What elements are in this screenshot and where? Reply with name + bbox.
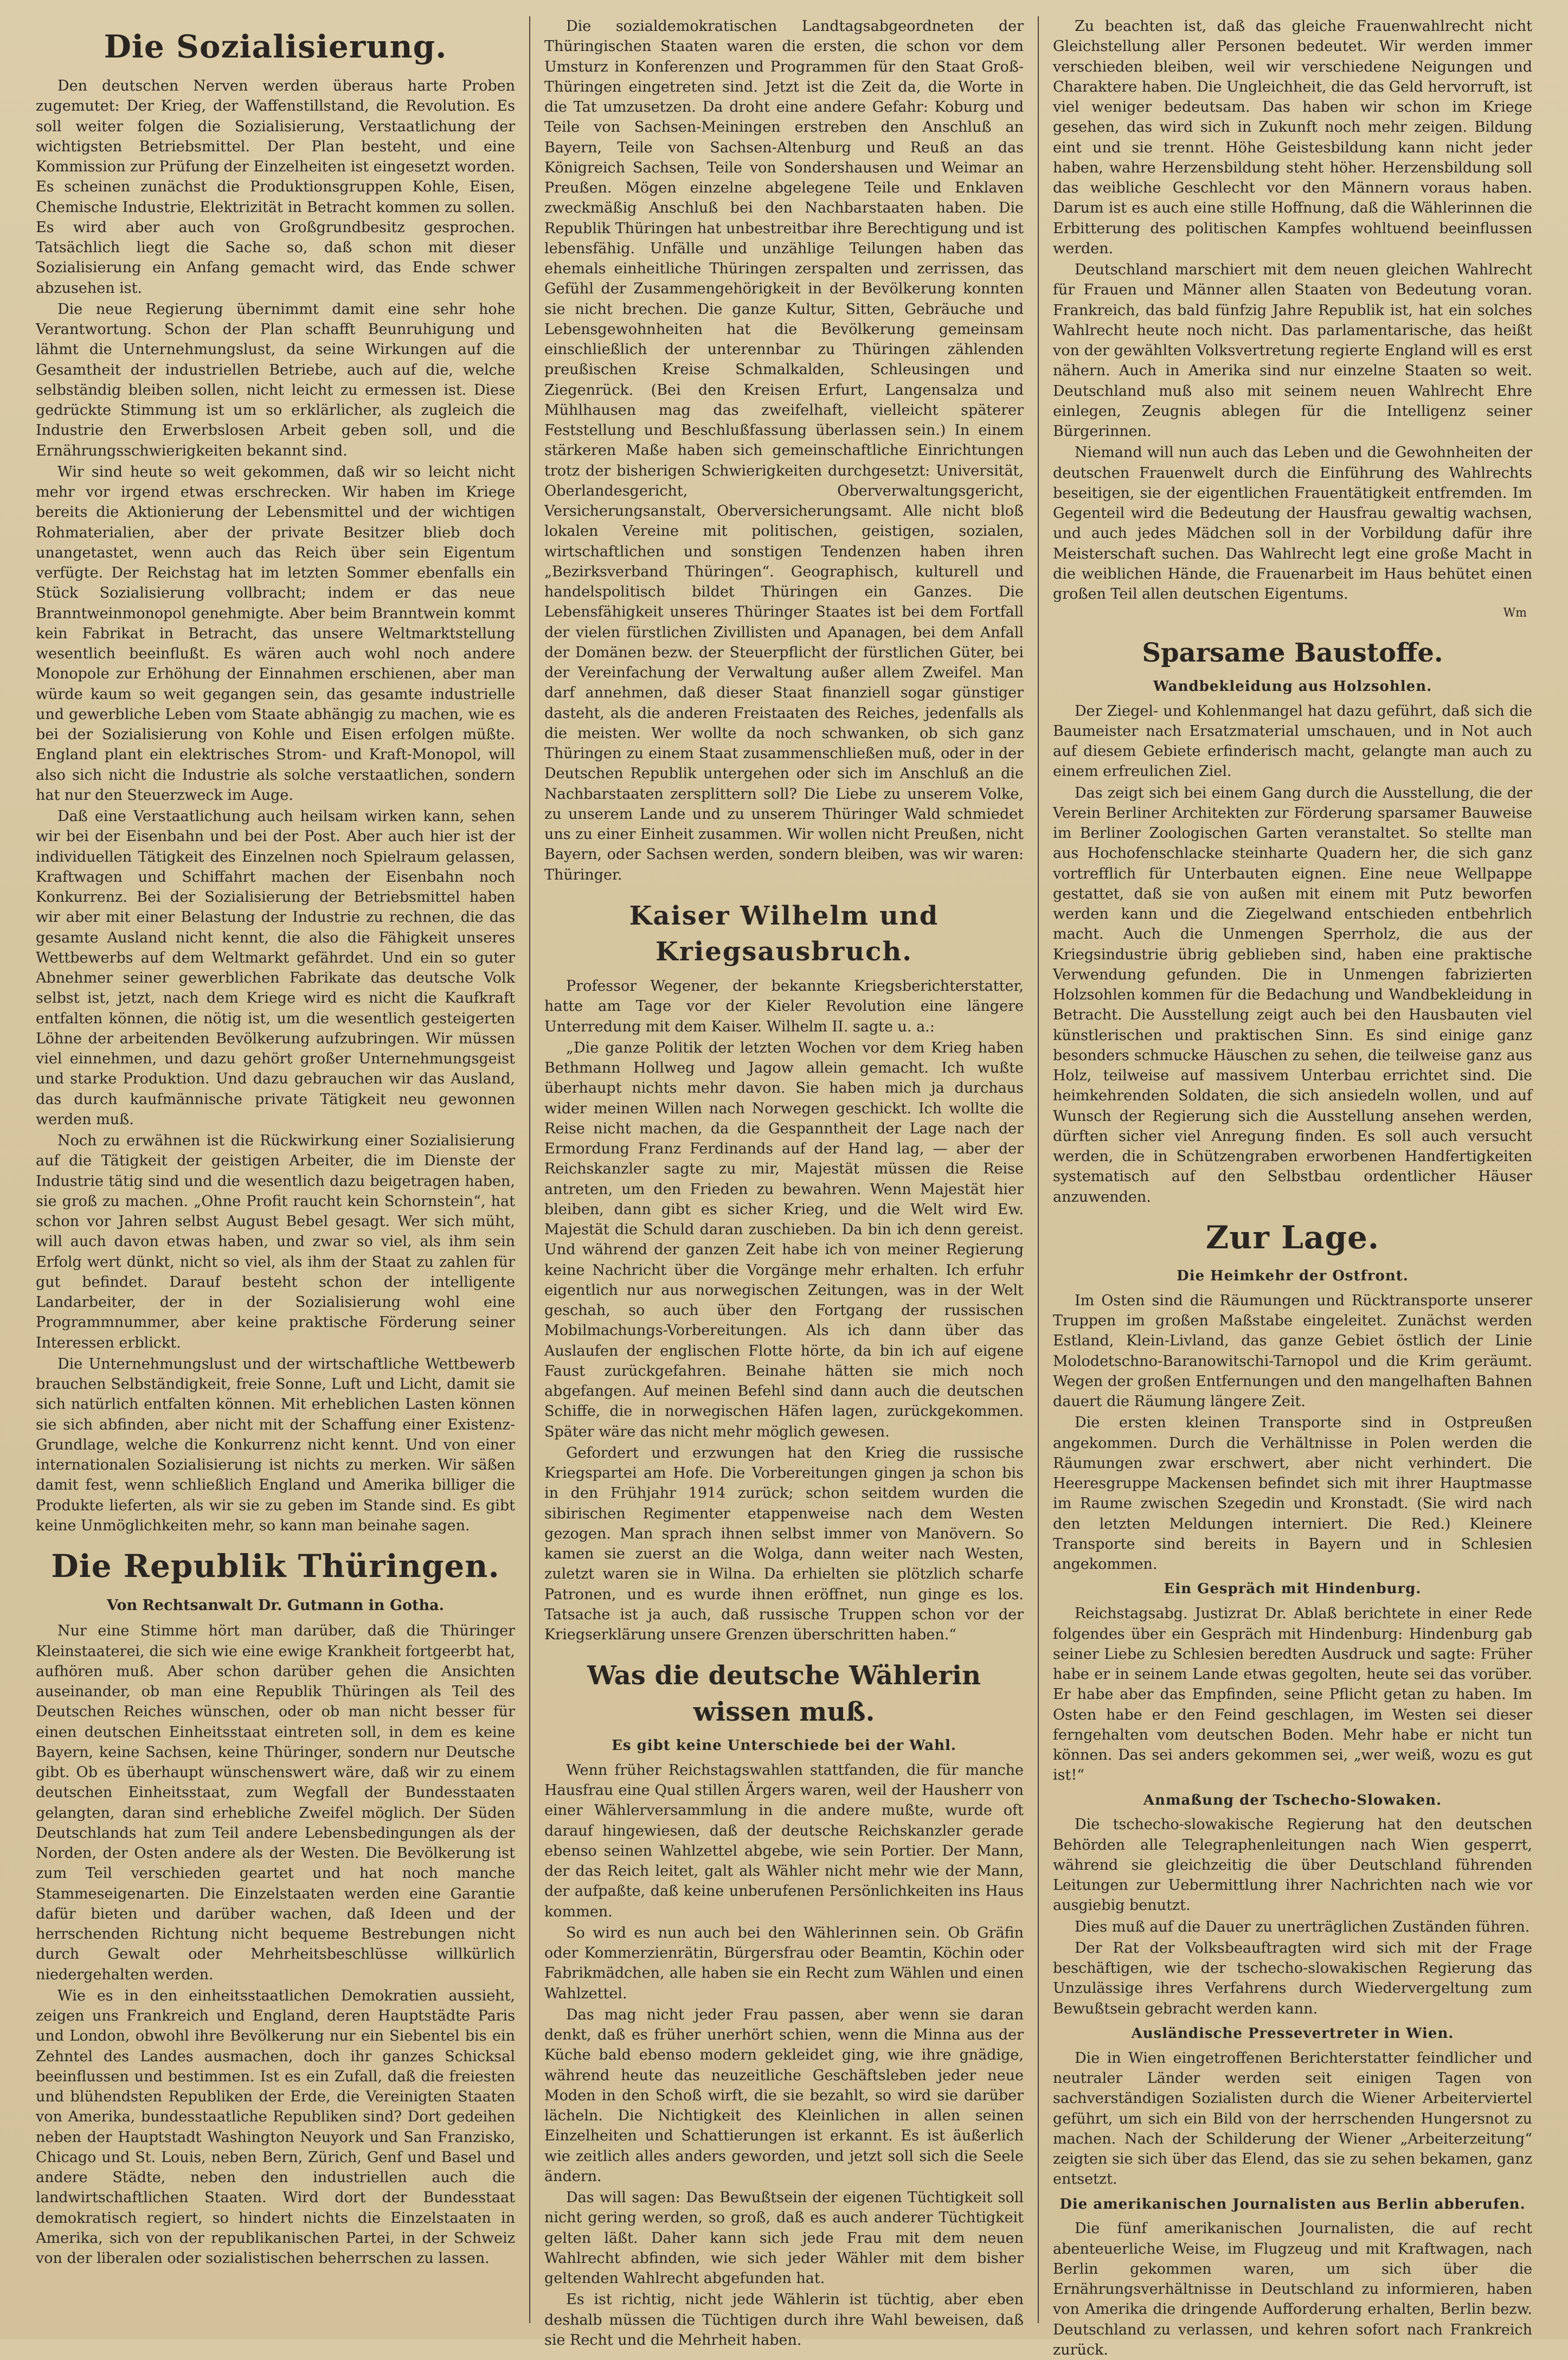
article-title-zur-lage: Zur Lage.	[1205, 1219, 1380, 1256]
paragraph: Die in Wien eingetroffenen Berichterstatter feindlicher und neutraler Länder werden seit einigen Tagen von sachverständigen Sozialisten durch die Wiener Arbeiterviertel geführt, um sich ein Bild von der herrschenden Hungersnot zu machen. Nach der Schilderung der Wiener „Arbeiterzeitung“ zeigten sie sich über das Elend, das sie zu sehen bekamen, ganz entsetzt.	[1053, 2049, 1532, 2188]
paragraph: Es ist richtig, nicht jede Wählerin ist tüchtig, aber eben deshalb müssen die Tüchtigen durch ihre Wahl beweisen, daß sie Recht und die Mehrheit haben.	[544, 2291, 1024, 2349]
paragraph: Die tschecho-slowakische Regierung hat den deutschen Behörden alle Telegraphenleitungen nach Wien gesperrt, während sie gleichzeitig die über Deutschland führenden Leitungen zur Uebermittlung ihrer Nachrichten nach wie vor ausgiebig benutzt.	[1053, 1816, 1532, 1914]
paragraph: Die sozialdemokratischen Landtagsabgeordneten der Thüringischen Staaten waren die ersten, die schon vor dem Umsturz in Konferenzen und Programmen für den Staat Groß-Thüringen eingetreten sind. Jetzt ist die Zeit da, die Worte in die Tat umzusetzen. Da droht eine andere Gefahr: Koburg und Teile von Sachsen-Meiningen erstreben den Anschluß an Bayern, Teile von Sachsen-Altenburg und Reuß an das Königreich Sachsen, Teile von Sondershausen und Weimar an Preußen. Mögen einzelne abgelegene Teile und Enklaven zweckmäßig Anschluß bei den Nachbarstaaten haben. Die Republik Thüringen hat unbestreitbar ihre Berechtigung und ist lebensfähig. Unfälle und unzählige Teilungen haben das ehemals einheitliche Thüringen zerspalten und zerrissen, das Gefühl der Zusammengehörigkeit in der Bevölkerung konnten sie nicht brechen. Die ganze Kultur, Sitten, Gebräuche und Lebensgewohnheiten hat die Bevölkerung gemeinsam einschließlich der unterennbar zu Thüringen zählenden preußischen Kreise Schmalkalden, Schleusingen und Ziegenrück. (Bei den Kreisen Erfurt, Langensalza und Mühlhausen mag das zweifelhaft, vielleicht späterer Feststellung und Beschlußfassung überlassen sein.) In einem stärkeren Maße haben sich gemeinschaftliche Einrichtungen trotz der bisherigen Schwierigkeiten durchgesetzt: Universität, Oberlandesgericht, Oberverwaltungsgericht, Versicherungsanstalt, Oberversicherungsamt. Alle nicht bloß lokalen Vereine mit politischen, geistigen, sozialen, wirtschaftlichen und sonstigen Tendenzen haben ihren „Bezirksverband Thüringen“. Geographisch, kulturell und handelspolitisch bildet Thüringen ein Ganzes. Die Lebensfähigkeit unseres Thüringer Staates ist bei dem Fortfall der vielen fürstlichen Zivillisten und Apanagen, bei dem Anfall der Domänen bezw. der Steuerpflicht der fürstlichen Güter, bei der Vereinfachung der Verwaltung außer allem Zweifel. Man darf annehmen, daß dieser Staat finanziell sogar günstiger dasteht, als die anderen Freistaaten des Reiches, jedenfalls als die meisten. Wer wollte da noch schwanken, ob sich ganz Thüringen zu einem Staat zusammenschließen muß, oder in der Deutschen Republik untergehen oder sich im Anschluß an die Nachbarstaaten zersplittern soll? Die Liebe zu unserem Volke, zu unserem Lande und zu unserem Thüringer Wald schmiedet uns zu einer Einheit zusammen. Wir wollen nicht Preußen, nicht Bayern, oder Sachsen werden, sondern bleiben, was wir waren: Thüringer.	[544, 18, 1024, 883]
column-container	[22, 16, 1546, 2358]
subheading: Die Heimkehr der Ostfront.	[1177, 1268, 1409, 1284]
paragraph: Das zeigt sich bei einem Gang durch die Ausstellung, die der Verein Berliner Architekten zur Förderung sparsamer Bauweise im Berliner Zoologischen Garten veranstaltet. So stellte man aus Hochofenschlacke steinharte Quadern her, die sich ganz vortrefflich für Unterbauten eignen. Eine neue Wellpappe gestattet, daß sie von außen mit einem mit Putz beworfen werden kann und die Ziegelwand entschieden entbehrlich macht. Auch die Unmengen Sperrholz, die aus der Kriegsindustrie übrig geblieben sind, haben eine praktische Verwendung gefunden. Die in Unmengen fabrizierten Holzsohlen kommen für die Bedachung und Wandbekleidung in Betracht. Die Ausstellung zeigt auch bei den Hausbauten viel künstlerischen und praktischen Sinn. Es sind einige ganz besonders schmucke Häuschen zu sehen, die teilweise ganz aus Holz, teilweise auf massivem Unterbau errichtet sind. Die heimkehrenden Soldaten, die sich ansiedeln wollen, und auf Wunsch der Regierung sich die Ausstellung ansehen werden, dürften sicher viel Anregung finden. Es soll auch versucht werden, die in Schützengraben erworbenen Handfertigkeiten systematisch auf den Selbstbau ordentlicher Häuser anzuwenden.	[1053, 784, 1532, 1205]
paragraph: Noch zu erwähnen ist die Rückwirkung einer Sozialisierung auf die Tätigkeit der geistigen Arbeiter, die im Dienste der Industrie tätig sind und die wesentlich dazu beigetragen haben, sie groß zu machen. „Ohne Profit raucht kein Schornstein“, hat schon vor Jahren selbst August Bebel gesagt. Wer sich müht, will auch davon etwas haben, und zwar so viel, als ihm sein Erfolg wert dünkt, nicht so viel, als ihm der Staat zu zahlen für gut befindet. Darauf besteht schon der intelligente Landarbeiter, der in der Sozialisierung wohl eine Programmnummer, aber keine praktische Förderung seiner Interessen erblickt.	[36, 1132, 515, 1351]
paragraph: Nur eine Stimme hört man darüber, daß die Thüringer Kleinstaaterei, die sich wie eine ewige Krankheit fortgeerbt hat, aufhören muß. Aber schon darüber gehen die Ansichten auseinander, ob man eine Republik Thüringen als Teil des Deutschen Reiches wünschen, oder ob man nicht besser für einen deutschen Einheitsstaat eintreten soll, in dem es keine Bayern, keine Sachsen, keine Thüringer, sondern nur Deutsche gibt. Ob es überhaupt wünschenswert wäre, daß wir zu einem deutschen Einheitsstaat, zum Wegfall der Bundesstaaten gelangten, daran sind erhebliche Zweifel möglich. Der Süden Deutschlands hat zum Teil andere Lebensbedingungen als der Norden, der Osten andere als der Westen. Die Bevölkerung ist zum Teil verschieden geartet und hat noch manche Stammeseigenarten. Die Einzelstaaten werden eine Garantie dafür bieten und darüber wachen, daß Ideen und der herrschenden Richtung nicht bequeme Bestrebungen nicht durch Gewalt oder Mehrheitsbeschlüsse willkürlich niedergehalten werden.	[36, 1622, 515, 1983]
subheading: Ausländische Pressevertreter in Wien.	[1131, 2025, 1454, 2042]
paragraph: Das will sagen: Das Bewußtsein der eigenen Tüchtigkeit soll nicht gering werden, so groß, daß es auch anderer Tüchtigkeit gelten läßt. Daher kann sich jede Frau mit dem neuen Wahlrecht abfinden, wie sich jeder Wähler mit dem bisher geltenden Wahlrecht abgefunden hat.	[544, 2189, 1024, 2287]
column-1	[22, 16, 529, 2323]
subheading: Es gibt keine Unterschiede bei der Wahl.	[612, 1737, 956, 1754]
paragraph: Dies muß auf die Dauer zu unerträglichen Zuständen führen.	[1075, 1918, 1530, 1935]
paragraph: Niemand will nun auch das Leben und die Gewohnheiten der deutschen Frauenwelt durch die Einführung des Wahlrechts beseitigen, sie der eigentlichen Frauentätigkeit entfremden. Im Gegenteil wird die Bedeutung der Hausfrau gewaltig wachsen, und auch jedes Mädchen soll in der Vorbildung dafür ihre Meisterschaft suchen. Das Wahlrecht legt eine große Macht in die weiblichen Hände, die Frauenarbeit im Haus behütet einen großen Teil allen deutschen Eigentums.	[1053, 444, 1532, 602]
paragraph: Der Rat der Volksbeauftragten wird sich mit der Frage beschäftigen, wie der tschecho-slowakischen Regierung das Unzulässige ihres Verfahrens durch Wiedervergeltung zum Bewußtsein gebracht werden kann.	[1053, 1939, 1532, 2017]
article-title-sparsame-baustoffe: Sparsame Baustoffe.	[1142, 637, 1443, 668]
paragraph: Die Unternehmungslust und der wirtschaftliche Wettbewerb brauchen Selbständigkeit, freie Sonne, Luft und Licht, damit sie sich natürlich entfalten können. Mit erheblichen Lasten können sie sich abfinden, aber nicht mit der Schaffung einer Existenz-Grundlage, welche die Konkurrenz nicht kennt. Und von einer internationalen Sozialisierung ist nichts zu merken. Wir säßen damit fest, wenn schließlich England und Amerika billiger die Produkte lieferten, als wir sie zu geben im Stande sind. Es gibt keine Unmöglichkeiten mehr, so kann man beinahe sagen.	[36, 1355, 515, 1534]
paragraph: Deutschland marschiert mit dem neuen gleichen Wahlrecht für Frauen und Männer allen Staaten von Bedeutung voran. Frankreich, das bald fünfzig Jahre Republik ist, hat ein solches Wahlrecht heute noch nicht. Das parlamentarische, das heißt von der gewählten Volksvertretung regierte England will es erst nähern. Auch in Amerika sind nur einzelne Staaten so weit. Deutschland muß also mit seinem neuen Wahlrecht Ehre einlegen, Zeugnis ablegen für die Intelligenz seiner Bürgerinnen.	[1053, 261, 1532, 440]
author-signature: Wm	[1503, 606, 1527, 620]
paragraph: Im Osten sind die Räumungen und Rücktransporte unserer Truppen im großen Maßstabe eingeleitet. Zunächst werden Estland, Klein-Livland, das ganze Gebiet östlich der Linie Molodetschno-Baranowitschi-Tarnopol und die Krim geräumt. Wegen der großen Entfernungen und den mangelhaften Bahnen dauert die Räumung längere Zeit.	[1053, 1292, 1532, 1410]
paragraph: Gefordert und erzwungen hat den Krieg die russische Kriegspartei am Hofe. Die Vorbereitungen gingen ja schon bis in den Frühjahr 1914 zurück; schon seitdem wurden die sibirischen Regimenter etappenweise nach dem Westen gezogen. Man sprach ihnen selbst immer von Manövern. So kamen sie zuerst an die Wolga, dann weiter nach Westen, zuletzt waren sie in Wilna. Da erhielten sie plötzlich scharfe Patronen, und es wurde ihnen eröffnet, nun ginge es los. Tatsache ist ja auch, daß russische Truppen schon vor der Kriegserklärung unsere Grenzen überschritten haben.“	[544, 1444, 1024, 1644]
paragraph: „Die ganze Politik der letzten Wochen vor dem Krieg haben Bethmann Hollweg und Jagow allein gemacht. Ich wußte überhaupt nichts mehr davon. Sie haben mich ja durchaus wider meinen Willen nach Norwegen geschickt. Ich wollte die Reise nicht machen, da die Gespanntheit der Lage nach der Ermordung Franz Ferdinands auf der Hand lag, — aber der Reichskanzler sagte zu mir, Majestät müssen die Reise antreten, um den Frieden zu bewahren. Wenn Majestät hier bleiben, dann gibt es sicher Krieg, und die Welt wird Ew. Majestät die Schuld daran zuschieben. Da bin ich denn gereist. Und während der ganzen Zeit habe ich von meiner Regierung keine Nachricht über die Vorgänge mehr erhalten. Ich erfuhr eigentlich nur aus norwegischen Zeitungen, was in der Welt geschah, so auch über den Fortgang der russischen Mobilmachungs-Vorbereitungen. Als ich dann über das Auslaufen der englischen Flotte hörte, da bin ich auf eigene Faust zurückgefahren. Beinahe hätten sie mich noch abgefangen. Auf meinen Befehl sind dann auch die deutschen Schiffe, die in norwegischen Häfen lagen, zurückgekommen. Später wäre das nicht mehr möglich gewesen.	[544, 1039, 1024, 1440]
paragraph: Reichstagsabg. Justizrat Dr. Ablaß berichtete in einer Rede folgendes über ein Gespräch mit Hindenburg: Hindenburg gab seiner Liebe zu Schlesien beredten Ausdruck und sagte: Früher habe er in seinem Lande etwas gegolten, heute sei das vorüber. Er habe aber das Empfinden, seine Pflicht getan zu haben. Im Osten habe er den Feind geschlagen, im Westen sei dieser ferngehalten vom deutschen Boden. Mehr habe er nicht tun können. Das sei anders gekommen sei, „wer weiß, wozu es gut ist!“	[1053, 1605, 1532, 1784]
paragraph: Zu beachten ist, daß das gleiche Frauenwahlrecht nicht Gleichstellung aller Personen bedeutet. Wir werden immer verschieden bleiben, weil wir verschiedene Neigungen und Charaktere haben. Die Ungleichheit, die das Geld hervorruft, ist viel weniger bedeutsam. Das haben wir schon im Kriege gesehen, das wird sich in Zukunft noch mehr zeigen. Bildung eint und sie trennt. Höhe Geistesbildung kann nicht jeder haben, wahre Herzensbildung steht höher. Herzensbildung soll das weibliche Geschlecht vor den Männern voraus haben. Darum ist es auch eine stille Hoffnung, daß die Wählerinnen die Erbitterung des politischen Kampfes wohltuend beeinflussen werden.	[1053, 18, 1532, 257]
paragraph: Die neue Regierung übernimmt damit eine sehr hohe Verantwortung. Schon der Plan schafft Beunruhigung und lähmt die Unternehmungslust, da seine Wirkungen auf die Gesamtheit der industriellen Betriebe, auch auf die, welche selbständig bleiben sollen, nicht leicht zu ermessen ist. Diese gedrückte Stimmung ist um so erklärlicher, als zugleich die Industrie den Erwerbslosen Arbeit geben soll, und die Ernährungsschwierigkeiten bekannt sind.	[36, 300, 515, 459]
article-title-waehlerin: Was die deutsche Wählerin wissen muß.	[587, 1660, 981, 1727]
subheading: Anmaßung der Tschecho-Slowaken.	[1143, 1792, 1442, 1809]
paragraph: Den deutschen Nerven werden überaus harte Proben zugemutet: Der Krieg, der Waffenstillstand, die Revolution. Es soll weiter folgen die Sozialisierung, Verstaatlichung der wichtigsten Betriebsmittel. Der Plan besteht, und eine Kommission zur Prüfung der Einzelheiten ist eingesetzt worden. Es scheinen zunächst die Produktionsgruppen Kohle, Eisen, Chemische Industrie, Elektrizität in Betracht kommen zu sollen. Es wird aber auch von Großgrundbesitz gesprochen. Tatsächlich liegt die Sache so, daß schon mit dieser Sozialisierung ein Anfang gemacht wird, das Ende schwer abzusehen ist.	[36, 78, 515, 297]
column-2	[529, 16, 1038, 2349]
column-3	[1038, 16, 1546, 2358]
paragraph: Die fünf amerikanischen Journalisten, die auf recht abenteuerliche Weise, im Flugzeug und mit Kraftwagen, nach Berlin gekommen waren, um sich über die Ernährungsverhältnisse in Deutschland zu informieren, haben von Amerika die dringende Aufforderung erhalten, Berlin bezw. Deutschland zu verlassen, und kehren sofort nach Frankreich zurück.	[1053, 2220, 1532, 2358]
paragraph: Der Ziegel- und Kohlenmangel hat dazu geführt, daß sich die Baumeister nach Ersatzmaterial umschauen, und in Not auch auf diesem Gebiete erfinderisch macht, gelangte man auch zu einem erfreulichen Ziel.	[1053, 702, 1532, 780]
subheading: Ein Gespräch mit Hindenburg.	[1164, 1581, 1422, 1598]
subheading: Die amerikanischen Journalisten aus Berlin abberufen.	[1059, 2196, 1526, 2212]
byline: Von Rechtsanwalt Dr. Gutmann in Gotha.	[106, 1597, 445, 1614]
article-title-republik-thueringen: Die Republik Thüringen.	[51, 1548, 500, 1585]
paragraph: Wir sind heute so weit gekommen, daß wir so leicht nicht mehr vor irgend etwas erschrecken. Wir haben im Kriege bereits die Aktionierung der Lebensmittel und der wichtigen Rohmaterialien, aber der private Besitzer blieb doch unangetastet, wenn auch das Reich über sein Eigentum verfügte. Der Reichstag hat im letzten Sommer ebenfalls ein Stück Sozialisierung vollbracht; indem er das neue Branntweinmonopol genehmigte. Aber beim Branntwein kommt kein Fabrikat in Betracht, das unsere Weltmarktstellung wesentlich beeinflußt. Es wären auch wohl noch andere Monopole zur Erhöhung der Einnahmen erschienen, aber man würde kaum so weit gegangen sein, das gesamte industrielle und gewerbliche Leben vom Staate abhängig zu machen, wie es bei der Sozialisierung von Kohle und Eisen erfolgen müßte. England plant ein elektrisches Strom- und Kraft-Monopol, will also sich nicht die Industrie als solche verstaatlichen, sondern hat nur den Steuerzweck im Auge.	[36, 463, 515, 804]
paragraph: Wie es in den einheitsstaatlichen Demokratien aussieht, zeigen uns Frankreich und England, deren Hauptstädte Paris und London, obwohl ihre Bevölkerung nur ein Siebentel bis ein Zehntel des Landes ausmachen, doch ihr ganzes Schicksal beeinflussen und bestimmen. Ist es ein Zufall, daß die freiesten und blühendsten Republiken der Erde, die Vereinigten Staaten von Amerika, bundesstaatliche Republiken sind? Dort gedeihen neben der Hauptstadt Washington Neuyork und San Franzisko, Chicago und St. Louis, neben Bern, Zürich, Genf und Basel und andere Städte, neben den industriellen auch die landwirtschaftlichen Staaten. Wird dort der Bundesstaat demokratisch regiert, so hindert nichts die Einzelstaaten in Amerika, sich von der republikanischen Partei, in der Schweiz von der liberalen oder sozialistischen beherrschen zu lassen.	[36, 1987, 515, 2267]
paragraph: Die ersten kleinen Transporte sind in Ostpreußen angekommen. Durch die Verhältnisse in Polen werden die Räumungen zwar erschwert, aber nicht verhindert. Die Heeresgruppe Mackensen befindet sich mit ihrer Hauptmasse im Raume zwischen Szegedin und Kronstadt. (Sie wird nach den letzten Meldungen interniert. Die Red.) Kleinere Transporte sind bereits in Bayern und in Schlesien angekommen.	[1053, 1414, 1532, 1573]
paragraph: Das mag nicht jeder Frau passen, aber wenn sie daran denkt, daß es früher unerhört schien, wenn die Minna aus der Küche bald ebenso modern gekleidet ging, wie ihre gnädige, während heute das neuzeitliche Geschäftsleben jeder neue Moden in den Schoß wirft, die sie bezahlt, so wird sie darüber lächeln. Die Nichtigkeit des Kleinlichen in allen seinen Einzelheiten und Schattierungen ist erkannt. Es ist äußerlich wie zeitlich alles anders geworden, und jetzt soll sich die Seele ändern.	[544, 2006, 1024, 2185]
paragraph: Professor Wegener, der bekannte Kriegsberichterstatter, hatte am Tage vor der Kieler Revolution eine längere Unterredung mit dem Kaiser. Wilhelm II. sagte u. a.:	[544, 978, 1024, 1035]
article-title-kaiser-wilhelm: Kaiser Wilhelm und Kriegsausbruch.	[629, 900, 939, 967]
paragraph: Daß eine Verstaatlichung auch heilsam wirken kann, sehen wir bei der Eisenbahn und bei der Post. Aber auch hier ist der individuellen Tätigkeit des Einzelnen noch Spielraum gelassen, Kraftwagen und Schiffahrt machen der Eisenbahn noch Konkurrenz. Bei der Sozialisierung der Betriebsmittel haben wir aber mit einer Belastung der Industrie zu rechnen, die das gesamte Ausland nicht kennt, die also die Fähigkeit unseres Wettbewerbs auf dem Weltmarkt gefährdet. Und ein so guter Abnehmer seiner gewerblichen Fabrikate das deutsche Volk selbst ist, jetzt, nach dem Kriege wird es nicht die Kaufkraft entfalten können, die nötig ist, um die wesentlich gesteigerten Löhne der arbeitenden Bevölkerung aufzubringen. Wir müssen viel einnehmen, und dazu gehört großer Unternehmungsgeist und starke Produktion. Und dazu gebrauchen wir das Ausland, das durch kaufmännische private Tätigkeit neu gewonnen werden muß.	[36, 808, 515, 1128]
paragraph: So wird es nun auch bei den Wählerinnen sein. Ob Gräfin oder Kommerzienrätin, Bürgersfrau oder Beamtin, Köchin oder Fabrikmädchen, alle haben sie ein Recht zum Wählen und einen Wahlzettel.	[544, 1924, 1024, 2002]
paragraph: Wenn früher Reichstagswahlen stattfanden, die für manche Hausfrau eine Qual stillen Ärgers waren, weil der Hausherr von einer Wählerversammlung in die andere mußte, wurde oft darauf hingewiesen, daß der deutsche Reichskanzler gerade ebenso seinen Wahlzettel abgebe, wie sein Portier. Der Mann, der das Reich leitet, galt als Wähler nicht mehr wie der Mann, der aufpaßte, daß keine unberufenen Persönlichkeiten ins Haus kommen.	[544, 1761, 1024, 1920]
article-title-sozialisierung: Die Sozialisierung.	[104, 28, 447, 65]
subheading: Wandbekleidung aus Holzsohlen.	[1153, 678, 1432, 695]
